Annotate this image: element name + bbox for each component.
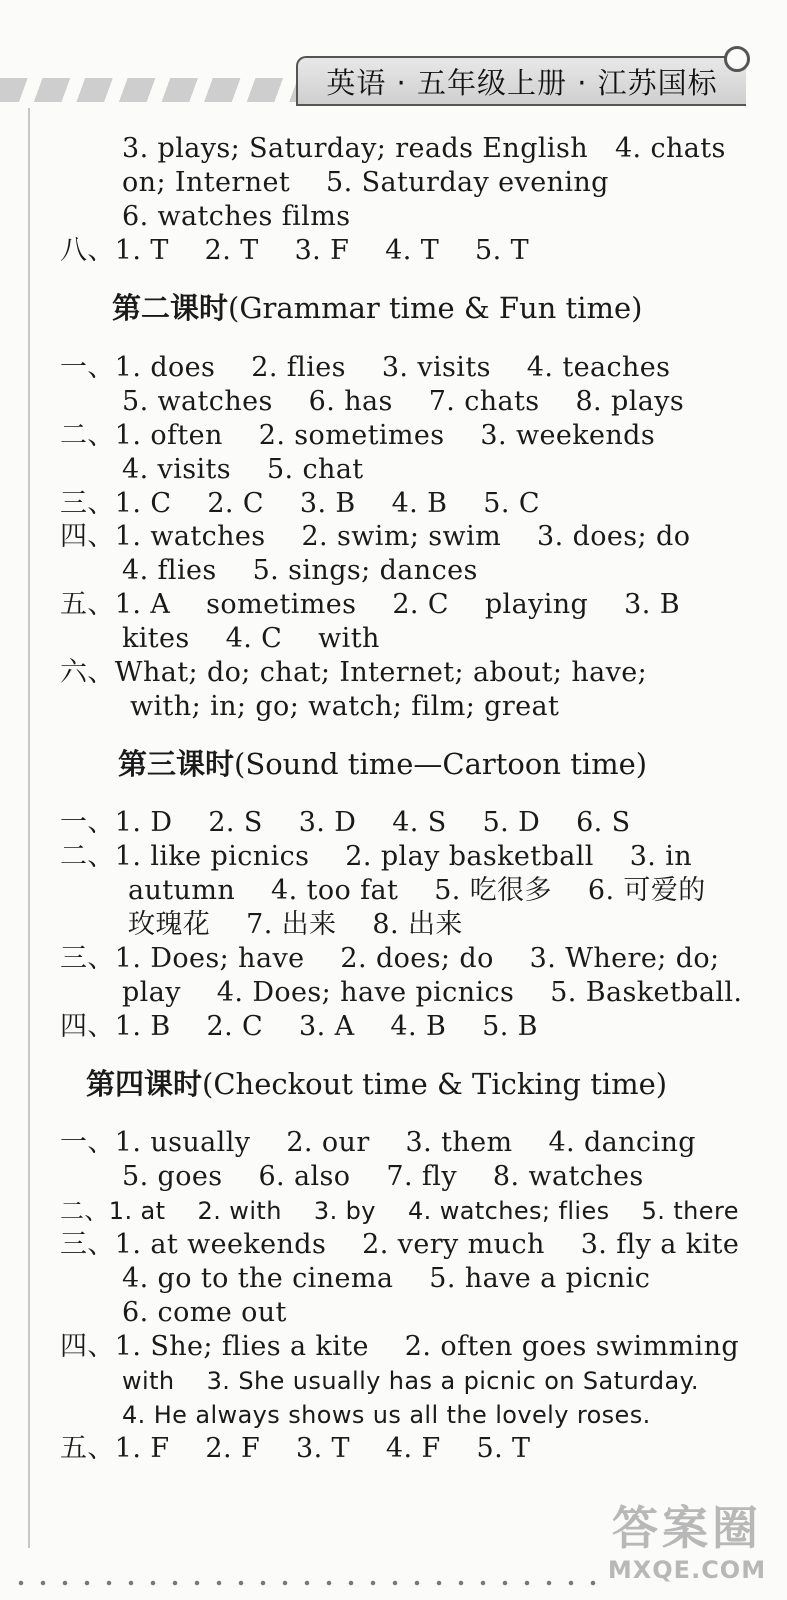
- answer-line: with 3. She usually has a picnic on Saturday.: [122, 1367, 699, 1395]
- heading-en: (Sound time—Cartoon time): [234, 747, 648, 781]
- answer-line: 四、1. She; flies a kite 2. often goes swimming: [60, 1331, 740, 1362]
- answer-line: 五、1. F 2. F 3. T 4. F 5. T: [60, 1433, 531, 1464]
- answer-line: 玫瑰花 7. 出来 8. 出来: [128, 909, 463, 940]
- answer-line: 八、1. T 2. T 3. F 4. T 5. T: [60, 235, 530, 266]
- answer-line: play 4. Does; have picnics 5. Basketball.: [122, 977, 743, 1008]
- heading-cn: 第三课时: [118, 747, 235, 781]
- answer-line: 四、1. B 2. C 3. A 4. B 5. B: [60, 1011, 538, 1042]
- answer-line: 二、1. like picnics 2. play basketball 3. in: [60, 841, 693, 872]
- answer-line: 4. visits 5. chat: [122, 454, 364, 485]
- answer-line: with; in; go; watch; film; great: [130, 691, 560, 722]
- book-title-tab: 英语 · 五年级上册 · 江苏国标: [296, 56, 746, 106]
- answer-line: 4. He always shows us all the lovely roses.: [122, 1401, 651, 1429]
- answer-line: 5. watches 6. has 7. chats 8. plays: [122, 386, 685, 417]
- answer-line: kites 4. C with: [122, 623, 380, 654]
- answer-line: 六、What; do; chat; Internet; about; have;: [60, 657, 648, 688]
- answer-line: 6. come out: [122, 1297, 287, 1328]
- answer-line: 4. flies 5. sings; dances: [122, 555, 478, 586]
- section-heading: [112, 290, 642, 326]
- section-heading: [86, 1066, 667, 1102]
- answer-line: 三、1. at weekends 2. very much 3. fly a kite: [60, 1229, 740, 1260]
- heading-cn: 第二课时: [112, 291, 229, 325]
- answer-line: 一、1. D 2. S 3. D 4. S 5. D 6. S: [60, 807, 631, 838]
- heading-en: (Checkout time & Ticking time): [202, 1067, 668, 1101]
- answer-line: autumn 4. too fat 5. 吃很多 6. 可爱的: [128, 875, 706, 906]
- watermark-url: MXQE.COM: [607, 1556, 767, 1584]
- site-watermark: [592, 1500, 782, 1596]
- answer-line: 四、1. watches 2. swim; swim 3. does; do: [60, 521, 691, 552]
- heading-cn: 第四课时: [86, 1067, 203, 1101]
- watermark-logo: 答案圈: [612, 1501, 762, 1555]
- answer-line: 3. plays; Saturday; reads English 4. chats: [122, 133, 726, 164]
- answer-line: 三、1. Does; have 2. does; do 3. Where; do;: [60, 943, 720, 974]
- answer-line: on; Internet 5. Saturday evening: [122, 167, 609, 198]
- answer-line: 一、1. does 2. flies 3. visits 4. teaches: [60, 352, 671, 383]
- answer-line: 二、1. often 2. sometimes 3. weekends: [60, 420, 656, 451]
- answer-line: 二、1. at 2. with 3. by 4. watches; flies 5. there: [60, 1197, 739, 1225]
- answer-line: 6. watches films: [122, 201, 351, 232]
- section-heading: [118, 746, 647, 782]
- answer-line: 5. goes 6. also 7. fly 8. watches: [122, 1161, 644, 1192]
- footer-dots: [10, 1578, 600, 1588]
- answer-line: 一、1. usually 2. our 3. them 4. dancing: [60, 1127, 696, 1158]
- answer-line: 三、1. C 2. C 3. B 4. B 5. C: [60, 488, 540, 519]
- answer-line: 4. go to the cinema 5. have a picnic: [122, 1263, 651, 1294]
- heading-en: (Grammar time & Fun time): [228, 291, 643, 325]
- answer-line: 五、1. A sometimes 2. C playing 3. B: [60, 589, 680, 620]
